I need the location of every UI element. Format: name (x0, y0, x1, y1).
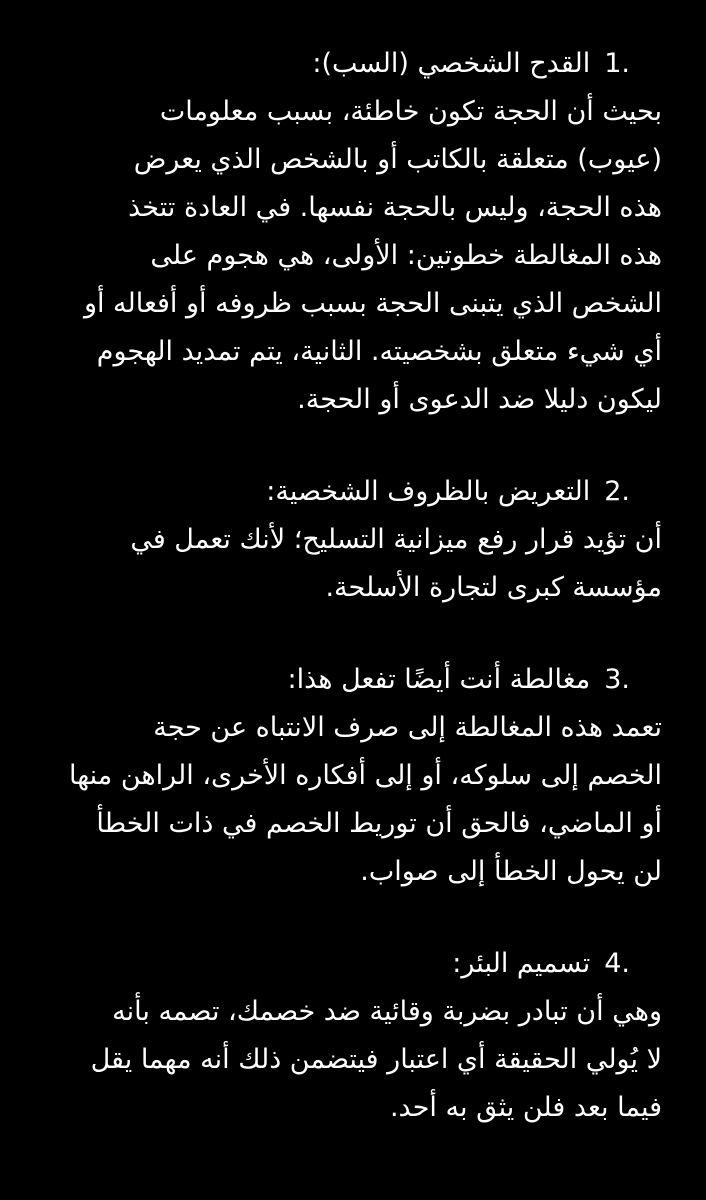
text-line: الخصم إلى سلوكه، أو إلى أفكاره الأخرى، الراهن منها (68, 760, 662, 791)
text-line: هذه الحجة، وليس بالحجة نفسها. في العادة تتخذ (128, 192, 662, 223)
text-line: تعمد هذه المغالطة إلى صرف الانتباه عن حجة (153, 712, 662, 743)
section-number: 2. (604, 476, 630, 507)
section-title: التعريض بالظروف الشخصية: (266, 476, 591, 507)
section-heading (40, 656, 662, 704)
text-line: الشخص الذي يتبنى الحجة بسبب ظروفه أو أفعاله أو (83, 288, 662, 319)
text-line: فيما بعد فلن يثق به أحد. (389, 1092, 662, 1123)
text-line: أن تؤيد قرار رفع ميزانية التسليح؛ لأنك تعمل في (130, 524, 662, 555)
section-title: القدح الشخصي (السب): (312, 48, 591, 79)
section-number: 3. (604, 664, 630, 695)
text-line: (عيوب) متعلقة بالكاتب أو بالشخص الذي يعرض (133, 144, 662, 175)
text-line: مؤسسة كبرى لتجارة الأسلحة. (325, 572, 662, 603)
section-number: 4. (604, 948, 630, 979)
text-line: بحيث أن الحجة تكون خاطئة، بسبب معلومات (159, 96, 662, 127)
text-line: أي شيء متعلق بشخصيته. الثانية، يتم تمديد الهجوم (96, 336, 662, 367)
text-line: هذه المغالطة خطوتين: الأولى، هي هجوم على (150, 240, 662, 271)
section-4 (40, 940, 662, 1132)
section-title: تسميم البئر: (452, 948, 591, 979)
section-2 (40, 468, 662, 612)
text-line: ليكون دليلا ضد الدعوى أو الحجة. (297, 384, 662, 415)
section-number: 1. (604, 48, 630, 79)
text-line: لن يحول الخطأ إلى صواب. (360, 856, 662, 887)
document-body (40, 40, 662, 1132)
section-title: مغالطة أنت أيضًا تفعل هذا: (287, 664, 591, 695)
section-3 (40, 656, 662, 896)
text-line: أو الماضي، فالحق أن توريط الخصم في ذات الخطأ (96, 808, 662, 839)
text-line: وهي أن تبادر بضربة وقائية ضد خصمك، تصمه بأنه (112, 996, 662, 1027)
section-heading (40, 40, 662, 88)
section-heading (40, 468, 662, 516)
section-1 (40, 40, 662, 424)
section-heading (40, 940, 662, 988)
text-line: لا يُولي الحقيقة أي اعتبار فيتضمن ذلك أنه مهما يقل (90, 1044, 662, 1075)
